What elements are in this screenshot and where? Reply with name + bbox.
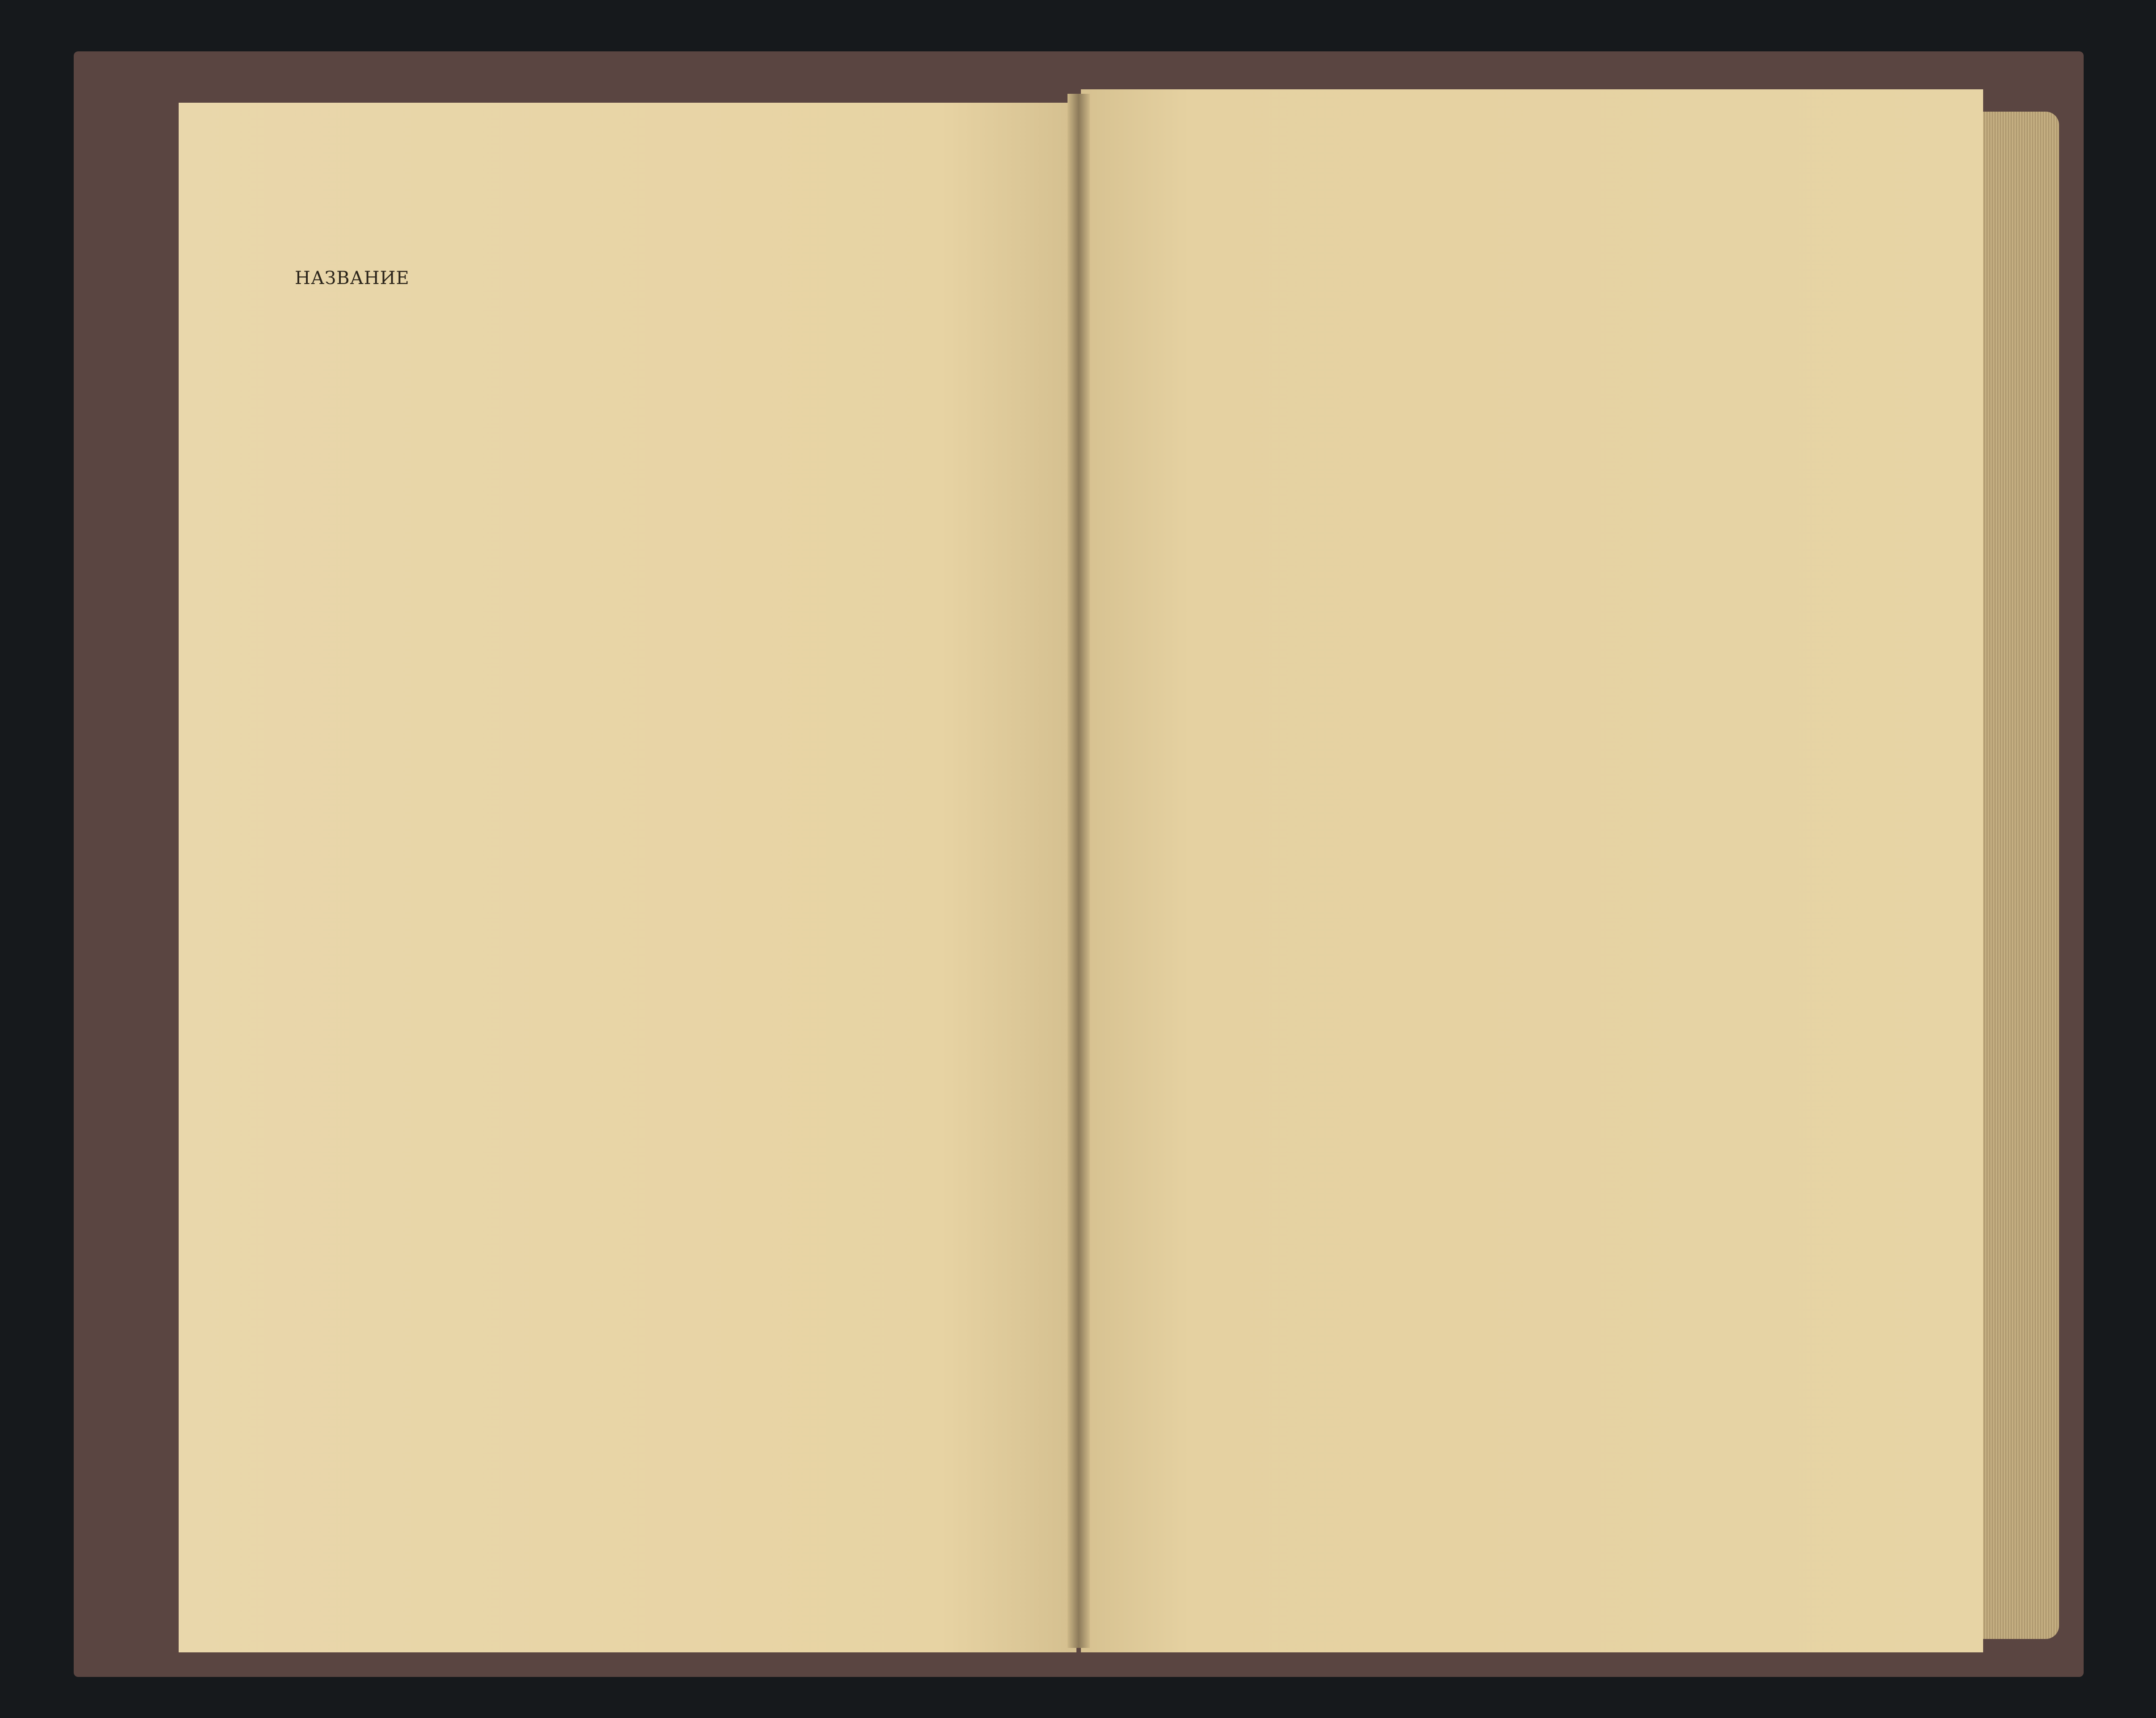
left-page (179, 103, 1076, 1652)
right-page (1081, 89, 1983, 1652)
book-gutter (1068, 94, 1090, 1648)
col-header-2-a: НАЗВАНИЕ (295, 268, 410, 288)
page-edges (1983, 112, 2059, 1639)
